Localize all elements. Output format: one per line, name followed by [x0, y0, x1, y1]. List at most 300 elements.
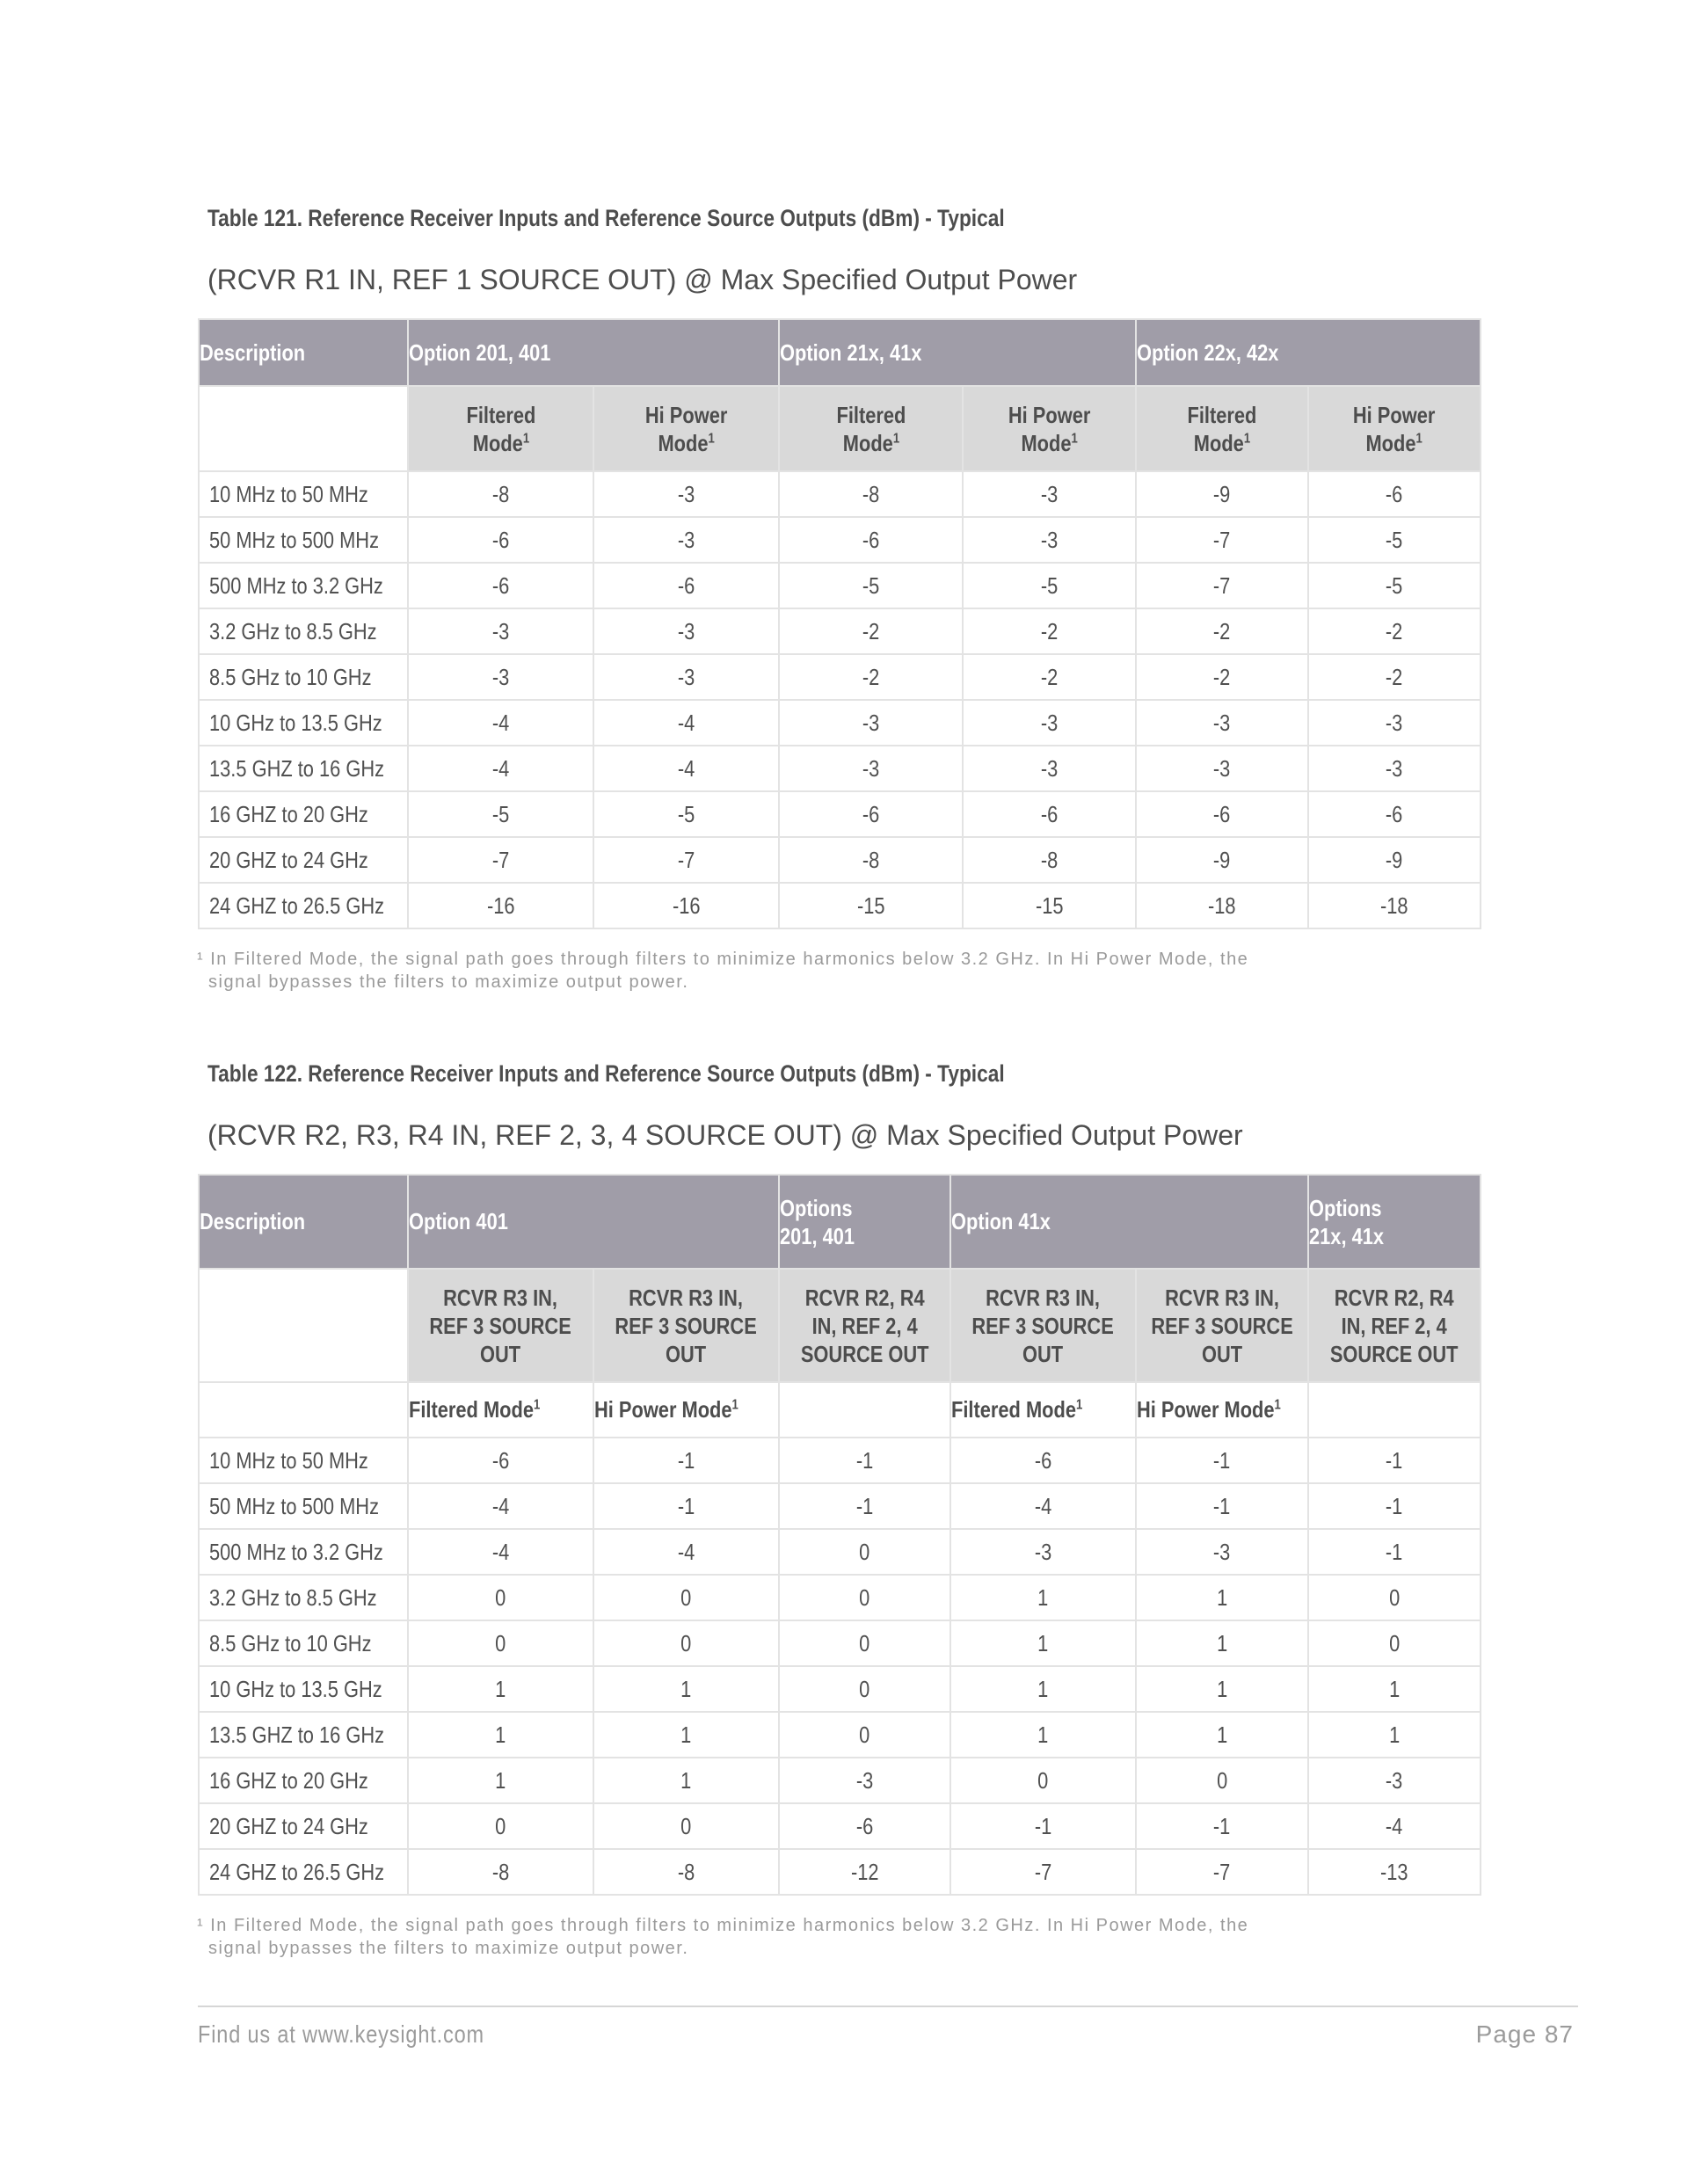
sub-header-line2: IN, REF 2, 4: [811, 1312, 918, 1339]
value-text: -1: [855, 1446, 874, 1474]
value-text: -2: [1040, 663, 1059, 690]
value-text: -4: [491, 709, 510, 736]
sub-header-line3: OUT: [1022, 1340, 1064, 1367]
value-text: 0: [680, 1583, 692, 1611]
value-cell: [593, 883, 779, 928]
value-cell: [963, 517, 1136, 563]
value-cell: [779, 1758, 950, 1803]
header-options-21x-41x: [1308, 1175, 1481, 1269]
row-description-text: 3.2 GHz to 8.5 GHz: [209, 617, 377, 644]
value-cell: [963, 608, 1136, 654]
value-cell: [593, 1575, 779, 1620]
value-cell: [1136, 1666, 1308, 1712]
sub-header-line2: Mode: [1193, 429, 1244, 456]
value-text: -16: [486, 892, 515, 919]
value-text: -3: [1040, 709, 1059, 736]
value-cell: [779, 1575, 950, 1620]
row-description: [199, 1438, 408, 1483]
sub-header-cell: [1308, 1269, 1481, 1382]
value-cell: [779, 563, 963, 608]
value-cell: [963, 654, 1136, 700]
value-cell: [779, 700, 963, 746]
row-description-text: 20 GHZ to 24 GHz: [209, 1812, 368, 1839]
value-text: -18: [1380, 892, 1408, 919]
value-text: -7: [677, 846, 695, 873]
value-text: 1: [1037, 1721, 1049, 1748]
value-cell: [1136, 563, 1308, 608]
row-description: [199, 791, 408, 837]
value-text: -2: [1213, 617, 1231, 644]
sub-header-line3: OUT: [480, 1340, 521, 1367]
row-description: [199, 837, 408, 883]
row-description: [199, 1849, 408, 1895]
value-cell: [950, 1575, 1136, 1620]
value-cell: [1308, 883, 1481, 928]
value-text: -7: [491, 846, 510, 873]
value-text: -3: [1386, 709, 1403, 736]
value-cell: [963, 883, 1136, 928]
row-description: [199, 563, 408, 608]
table-row: [199, 563, 1481, 608]
value-cell: [593, 791, 779, 837]
value-cell: [593, 563, 779, 608]
value-cell: [593, 1529, 779, 1575]
footer-website[interactable]: [198, 2020, 539, 2049]
footnote-marker: 1: [1071, 430, 1078, 446]
row-description-text: 50 MHz to 500 MHz: [209, 526, 379, 553]
row-description-text: 10 GHz to 13.5 GHz: [209, 709, 382, 736]
table-121-title-text: Table 121. Reference Receiver Inputs and Reference Source Outputs (dBm) - Typical: [207, 205, 1005, 231]
value-cell: [1136, 1849, 1308, 1895]
blank-cell: [199, 386, 408, 471]
row-description-text: 16 GHZ to 20 GHz: [209, 800, 368, 827]
sub-header-line2: Mode: [658, 429, 709, 456]
table-122-group-header-row: [199, 1175, 1481, 1269]
table-122-sub-header-row: [199, 1269, 1481, 1382]
value-text: 1: [495, 1675, 506, 1702]
value-text: -3: [855, 1766, 874, 1794]
sub-header-cell: [779, 1269, 950, 1382]
row-description-text: 50 MHz to 500 MHz: [209, 1492, 379, 1519]
sub-header-line1: Hi Power: [1008, 401, 1091, 428]
table-121-group-header-row: [199, 319, 1481, 386]
row-description-text: 8.5 GHz to 10 GHz: [209, 663, 372, 690]
value-text: -6: [1386, 800, 1403, 827]
value-text: 1: [1388, 1721, 1401, 1748]
row-description: [199, 1758, 408, 1803]
value-cell: [950, 1483, 1136, 1529]
table-row: [199, 1666, 1481, 1712]
value-cell: [779, 1438, 950, 1483]
header-description: [199, 319, 408, 386]
value-text: -5: [1386, 526, 1403, 553]
sub-header-cell: [408, 1269, 593, 1382]
table-row: [199, 746, 1481, 791]
value-text: -6: [1213, 800, 1231, 827]
value-cell: [593, 1803, 779, 1849]
value-cell: [1136, 608, 1308, 654]
row-description-text: 10 MHz to 50 MHz: [209, 1446, 368, 1474]
row-description-text: 20 GHZ to 24 GHz: [209, 846, 368, 873]
footnote-marker: 1: [892, 430, 899, 446]
value-text: 0: [495, 1812, 506, 1839]
value-text: -3: [1040, 754, 1059, 782]
sub-header-line3: OUT: [666, 1340, 707, 1367]
table-row: [199, 654, 1481, 700]
value-text: -5: [491, 800, 510, 827]
sub-header-line1: Hi Power: [1353, 401, 1436, 428]
value-text: -9: [1213, 846, 1231, 873]
footnote-marker: 1: [731, 1397, 738, 1413]
value-cell: [779, 883, 963, 928]
header-text: Description: [200, 1208, 306, 1234]
value-cell: [1136, 1438, 1308, 1483]
value-text: -18: [1208, 892, 1236, 919]
value-text: -6: [1386, 480, 1403, 507]
value-text: -7: [1213, 571, 1231, 599]
value-cell: [779, 1666, 950, 1712]
value-cell: [408, 1803, 593, 1849]
value-text: -2: [1386, 663, 1403, 690]
value-text: -4: [491, 754, 510, 782]
value-text: -6: [491, 571, 510, 599]
sub-header-line3: OUT: [1201, 1340, 1243, 1367]
value-text: -1: [1213, 1812, 1231, 1839]
value-cell: [950, 1803, 1136, 1849]
value-cell: [1308, 837, 1481, 883]
value-cell: [408, 563, 593, 608]
value-cell: [408, 1620, 593, 1666]
table-121-subtitle: (RCVR R1 IN, REF 1 SOURCE OUT) @ Max Specified Output Power: [207, 264, 1078, 295]
value-cell: [593, 1620, 779, 1666]
value-text: -2: [1040, 617, 1059, 644]
value-text: -8: [491, 480, 510, 507]
table-row: [199, 1849, 1481, 1895]
table-row: [199, 837, 1481, 883]
value-text: -6: [862, 800, 880, 827]
value-text: -1: [1386, 1446, 1403, 1474]
value-cell: [1308, 471, 1481, 517]
value-cell: [779, 608, 963, 654]
value-cell: [1136, 1803, 1308, 1849]
mode-label-cell: [779, 1382, 950, 1438]
row-description: [199, 1666, 408, 1712]
header-description: [199, 1175, 408, 1269]
value-cell: [408, 700, 593, 746]
value-cell: [779, 1483, 950, 1529]
value-cell: [1308, 791, 1481, 837]
value-text: 0: [1388, 1629, 1401, 1656]
value-cell: [593, 746, 779, 791]
value-text: -3: [862, 709, 880, 736]
value-text: -3: [491, 663, 510, 690]
sub-header-line1: RCVR R3 IN,: [629, 1284, 744, 1311]
value-text: -1: [1034, 1812, 1052, 1839]
sub-header-line1: RCVR R3 IN,: [443, 1284, 558, 1311]
table-row: [199, 1712, 1481, 1758]
row-description: [199, 517, 408, 563]
sub-header-cell: [779, 386, 963, 471]
value-text: 0: [859, 1583, 870, 1611]
value-cell: [408, 1575, 593, 1620]
table-row: [199, 1529, 1481, 1575]
table-row: [199, 791, 1481, 837]
row-description-text: 10 GHz to 13.5 GHz: [209, 1675, 382, 1702]
value-text: -5: [1040, 571, 1059, 599]
value-text: -16: [672, 892, 701, 919]
header-text-line2: 21x, 41x: [1309, 1222, 1385, 1249]
value-cell: [408, 791, 593, 837]
value-cell: [963, 791, 1136, 837]
table-122: [198, 1174, 1481, 1896]
row-description: [199, 1529, 408, 1575]
table-122-title: [207, 1060, 1005, 1088]
value-text: -3: [1386, 754, 1403, 782]
sub-header-line2: REF 3 SOURCE: [615, 1312, 758, 1339]
value-cell: [593, 608, 779, 654]
value-text: -8: [862, 846, 880, 873]
value-cell: [1308, 1803, 1481, 1849]
footnote-marker: 1: [533, 1397, 541, 1413]
value-cell: [779, 1620, 950, 1666]
table-row: [199, 1438, 1481, 1483]
value-cell: [593, 1666, 779, 1712]
mode-label: Hi Power Mode: [1137, 1396, 1275, 1423]
value-cell: [963, 471, 1136, 517]
value-text: 1: [495, 1766, 506, 1794]
sub-header-line2: Mode: [1365, 429, 1416, 456]
value-cell: [1136, 1758, 1308, 1803]
sub-header-cell: [1308, 386, 1481, 471]
value-cell: [1136, 1712, 1308, 1758]
value-cell: [408, 608, 593, 654]
mode-label: Hi Power Mode: [594, 1396, 732, 1423]
header-text: Option 41x: [951, 1208, 1051, 1234]
value-cell: [1308, 1849, 1481, 1895]
header-text: Option 22x, 42x: [1137, 339, 1279, 366]
blank-cell: [199, 1382, 408, 1438]
value-text: -7: [1213, 1858, 1231, 1885]
header-option-401: [408, 1175, 779, 1269]
table-row: [199, 883, 1481, 928]
header-option-201-401: [408, 319, 779, 386]
value-cell: [950, 1849, 1136, 1895]
table-121-footnote: [197, 948, 1248, 994]
value-cell: [408, 1483, 593, 1529]
value-cell: [1308, 1666, 1481, 1712]
table-121: [198, 318, 1481, 929]
value-text: 0: [859, 1629, 870, 1656]
row-description-text: 24 GHZ to 26.5 GHz: [209, 892, 385, 919]
value-text: -1: [1386, 1492, 1403, 1519]
value-text: -2: [1213, 663, 1231, 690]
sub-header-line1: RCVR R2, R4: [1335, 1284, 1454, 1311]
header-text-line1: Options: [1309, 1194, 1382, 1221]
value-cell: [950, 1529, 1136, 1575]
value-cell: [593, 1712, 779, 1758]
sub-header-cell: [1136, 1269, 1308, 1382]
website-link[interactable]: Find us at www.keysight.com: [198, 2020, 484, 2048]
value-text: -6: [862, 526, 880, 553]
table-row: [199, 471, 1481, 517]
value-cell: [950, 1620, 1136, 1666]
row-description: [199, 1803, 408, 1849]
sub-header-line1: Filtered: [1187, 401, 1257, 428]
table-122-footnote: [197, 1914, 1248, 1960]
footnote-marker: 1: [1075, 1397, 1083, 1413]
table-row: [199, 1803, 1481, 1849]
value-cell: [1136, 1483, 1308, 1529]
header-text: Option 401: [409, 1208, 508, 1234]
table-row: [199, 608, 1481, 654]
value-cell: [1136, 471, 1308, 517]
value-text: -2: [862, 617, 880, 644]
value-text: -3: [1213, 709, 1231, 736]
value-text: -7: [1034, 1858, 1052, 1885]
value-text: -8: [862, 480, 880, 507]
value-cell: [779, 1849, 950, 1895]
value-cell: [1308, 1575, 1481, 1620]
value-text: 1: [1388, 1675, 1401, 1702]
footnote-line1: ¹ In Filtered Mode, the signal path goes through filters to minimize harmonics below 3.2 GHz. In Hi Power Mode, the: [197, 950, 1249, 969]
value-cell: [408, 746, 593, 791]
sub-header-line2: Mode: [472, 429, 523, 456]
value-cell: [408, 1529, 593, 1575]
value-cell: [1136, 700, 1308, 746]
header-text: Option 21x, 41x: [780, 339, 922, 366]
value-cell: [1136, 1575, 1308, 1620]
value-cell: [1136, 883, 1308, 928]
value-text: -2: [1386, 617, 1403, 644]
value-text: -1: [1213, 1446, 1231, 1474]
value-text: -4: [1034, 1492, 1052, 1519]
value-cell: [963, 746, 1136, 791]
value-cell: [593, 1438, 779, 1483]
value-cell: [779, 1529, 950, 1575]
sub-header-line1: RCVR R3 IN,: [986, 1284, 1101, 1311]
sub-header-line2: REF 3 SOURCE: [1151, 1312, 1293, 1339]
blank-cell: [199, 1269, 408, 1382]
table-row: [199, 517, 1481, 563]
mode-label-cell: [408, 1382, 593, 1438]
header-options-201-401: [779, 1175, 950, 1269]
row-description: [199, 1483, 408, 1529]
value-cell: [1136, 654, 1308, 700]
footnote-line1: ¹ In Filtered Mode, the signal path goes through filters to minimize harmonics below 3.2 GHz. In Hi Power Mode, the: [197, 1916, 1249, 1935]
value-cell: [1136, 1529, 1308, 1575]
sub-header-line3: SOURCE OUT: [800, 1340, 929, 1367]
row-description: [199, 1575, 408, 1620]
row-description: [199, 1620, 408, 1666]
value-text: -6: [677, 571, 695, 599]
value-text: -3: [1040, 480, 1059, 507]
value-text: -13: [1380, 1858, 1408, 1885]
value-text: 0: [1037, 1766, 1049, 1794]
value-cell: [593, 1483, 779, 1529]
value-text: -8: [677, 1858, 695, 1885]
header-text: Description: [200, 339, 306, 366]
value-text: -4: [677, 709, 695, 736]
value-text: -4: [677, 1538, 695, 1565]
value-text: -8: [1040, 846, 1059, 873]
value-text: 1: [680, 1675, 692, 1702]
row-description-text: 500 MHz to 3.2 GHz: [209, 571, 383, 599]
footnote-marker: 1: [522, 430, 529, 446]
value-cell: [593, 837, 779, 883]
value-text: 0: [495, 1583, 506, 1611]
value-text: -9: [1213, 480, 1231, 507]
value-cell: [963, 563, 1136, 608]
value-text: -3: [862, 754, 880, 782]
value-text: -1: [677, 1492, 695, 1519]
header-text-line2: 201, 401: [780, 1222, 855, 1249]
value-text: -7: [1213, 526, 1231, 553]
value-text: -5: [862, 571, 880, 599]
value-cell: [1136, 746, 1308, 791]
footer-page-number: Page 87: [1475, 2020, 1574, 2048]
footnote-marker: 1: [1243, 430, 1251, 446]
mode-label: Filtered Mode: [409, 1396, 534, 1423]
footnote-marker: 1: [708, 430, 715, 446]
row-description-text: 500 MHz to 3.2 GHz: [209, 1538, 383, 1565]
row-description-text: 10 MHz to 50 MHz: [209, 480, 368, 507]
sub-header-line2: IN, REF 2, 4: [1341, 1312, 1448, 1339]
value-text: -3: [677, 480, 695, 507]
value-text: -1: [677, 1446, 695, 1474]
value-text: -3: [1034, 1538, 1052, 1565]
value-text: -6: [855, 1812, 874, 1839]
value-cell: [963, 700, 1136, 746]
value-cell: [950, 1712, 1136, 1758]
value-text: 0: [859, 1538, 870, 1565]
table-row: [199, 1483, 1481, 1529]
value-cell: [408, 654, 593, 700]
value-cell: [593, 700, 779, 746]
value-text: -1: [1213, 1492, 1231, 1519]
value-cell: [779, 654, 963, 700]
value-cell: [1308, 1712, 1481, 1758]
value-text: -3: [491, 617, 510, 644]
value-cell: [779, 791, 963, 837]
value-text: 0: [495, 1629, 506, 1656]
value-cell: [1136, 517, 1308, 563]
value-text: -15: [856, 892, 885, 919]
value-text: 1: [1037, 1675, 1049, 1702]
table-122-title-text: Table 122. Reference Receiver Inputs and Reference Source Outputs (dBm) - Typical: [207, 1060, 1005, 1087]
value-text: -15: [1035, 892, 1064, 919]
value-text: 1: [1037, 1583, 1049, 1611]
table-122-subtitle: (RCVR R2, R3, R4 IN, REF 2, 3, 4 SOURCE OUT) @ Max Specified Output Power: [207, 1119, 1243, 1151]
sub-header-cell: [963, 386, 1136, 471]
header-text-line1: Options: [780, 1194, 853, 1221]
value-text: -6: [1040, 800, 1059, 827]
sub-header-line2: REF 3 SOURCE: [429, 1312, 572, 1339]
value-text: -2: [862, 663, 880, 690]
table-122-mode-row: [199, 1382, 1481, 1438]
value-text: 1: [495, 1721, 506, 1748]
mode-label-cell: [1136, 1382, 1308, 1438]
row-description: [199, 746, 408, 791]
table-row: [199, 1758, 1481, 1803]
sub-header-line1: Hi Power: [644, 401, 728, 428]
value-cell: [963, 837, 1136, 883]
header-option-22x-42x: [1136, 319, 1481, 386]
value-cell: [408, 1849, 593, 1895]
value-cell: [1308, 563, 1481, 608]
row-description: [199, 700, 408, 746]
value-text: -6: [1034, 1446, 1052, 1474]
value-text: 1: [1037, 1629, 1049, 1656]
